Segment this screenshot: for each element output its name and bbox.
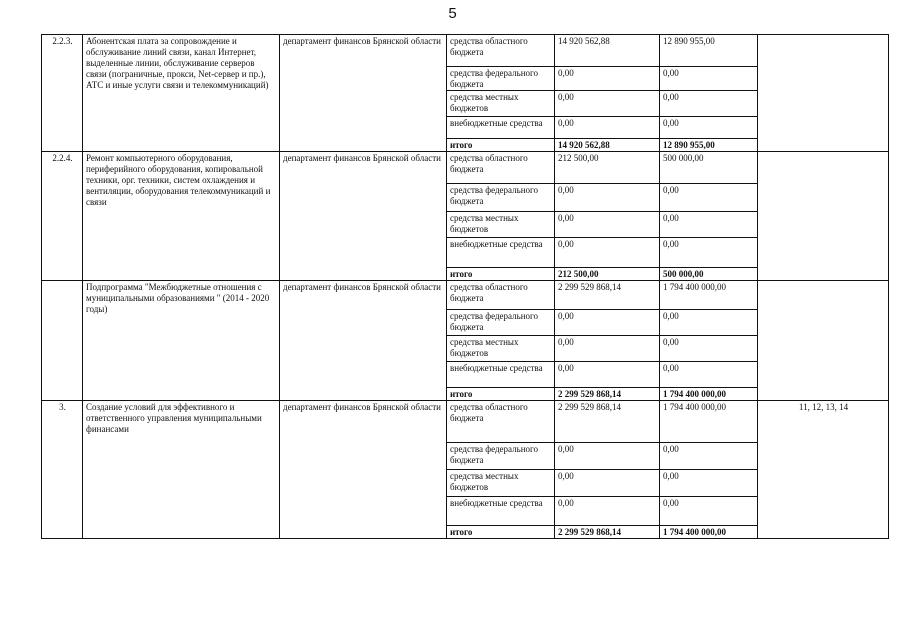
amount-year-2: 0,00 [660, 238, 758, 268]
amount-year-2: 0,00 [660, 470, 758, 497]
indicator-numbers: 11, 12, 13, 14 [758, 401, 889, 539]
indicator-numbers [758, 281, 889, 401]
funding-source: внебюджетные средства [447, 238, 555, 268]
amount-year-1: 0,00 [555, 117, 660, 139]
funding-source: средства федерального бюджета [447, 184, 555, 212]
amount-year-2: 1 794 400 000,00 [660, 526, 758, 539]
amount-year-1: 14 920 562,88 [555, 139, 660, 152]
item-name: Ремонт компьютерного оборудования, периферийного оборудования, копировальной техники, орг. техники, систем охлаждения и вентиляции, оборудования телекоммуникаций и связи [83, 152, 280, 281]
executor: департамент финансов Брянской области [280, 35, 447, 152]
amount-year-2: 12 890 955,00 [660, 35, 758, 67]
item-number: 2.2.4. [42, 152, 83, 281]
item-number: 2.2.3. [42, 35, 83, 152]
page-number: 5 [448, 5, 457, 22]
funding-source: средства местных бюджетов [447, 470, 555, 497]
amount-year-2: 0,00 [660, 443, 758, 470]
executor: департамент финансов Брянской области [280, 152, 447, 281]
amount-year-2: 1 794 400 000,00 [660, 401, 758, 443]
funding-source: средства областного бюджета [447, 281, 555, 310]
funding-source: средства местных бюджетов [447, 91, 555, 117]
amount-year-2: 12 890 955,00 [660, 139, 758, 152]
amount-year-2: 500 000,00 [660, 268, 758, 281]
amount-year-1: 0,00 [555, 212, 660, 238]
amount-year-1: 0,00 [555, 336, 660, 362]
amount-year-1: 2 299 529 868,14 [555, 526, 660, 539]
source-row [42, 401, 889, 443]
item-name: Подпрограмма "Межбюджетные отношения с муниципальными образованиями " (2014 - 2020 годы) [83, 281, 280, 401]
funding-source: средства областного бюджета [447, 401, 555, 443]
amount-year-1: 212 500,00 [555, 268, 660, 281]
amount-year-2: 0,00 [660, 184, 758, 212]
amount-year-2: 0,00 [660, 117, 758, 139]
amount-year-1: 0,00 [555, 91, 660, 117]
funding-source: средства федерального бюджета [447, 67, 555, 91]
funding-source: итого [447, 388, 555, 401]
funding-source: средства областного бюджета [447, 35, 555, 67]
amount-year-1: 14 920 562,88 [555, 35, 660, 67]
funding-source: итого [447, 268, 555, 281]
indicator-numbers [758, 152, 889, 281]
amount-year-1: 0,00 [555, 238, 660, 268]
program-table [41, 34, 889, 539]
amount-year-2: 1 794 400 000,00 [660, 388, 758, 401]
item-name: Абонентская плата за сопровождение и обслуживание линий связи, канал Интернет, выделенные линии, обслуживание серверов связи (пограничные, прокси, Net-сервер и пр.), АТС и иные услуги связи и телекоммуникаций) [83, 35, 280, 152]
amount-year-1: 2 299 529 868,14 [555, 401, 660, 443]
funding-source: итого [447, 139, 555, 152]
amount-year-2: 500 000,00 [660, 152, 758, 184]
funding-source: внебюджетные средства [447, 497, 555, 526]
amount-year-1: 2 299 529 868,14 [555, 281, 660, 310]
amount-year-1: 212 500,00 [555, 152, 660, 184]
table-body [42, 35, 889, 539]
item-number: 3. [42, 401, 83, 539]
amount-year-2: 0,00 [660, 67, 758, 91]
funding-source: средства местных бюджетов [447, 336, 555, 362]
amount-year-2: 0,00 [660, 91, 758, 117]
amount-year-1: 0,00 [555, 497, 660, 526]
amount-year-2: 0,00 [660, 212, 758, 238]
amount-year-2: 0,00 [660, 310, 758, 336]
funding-source: средства федерального бюджета [447, 310, 555, 336]
amount-year-1: 2 299 529 868,14 [555, 388, 660, 401]
amount-year-2: 0,00 [660, 497, 758, 526]
funding-source: итого [447, 526, 555, 539]
source-row [42, 35, 889, 67]
indicator-numbers [758, 35, 889, 152]
executor: департамент финансов Брянской области [280, 401, 447, 539]
source-row [42, 281, 889, 310]
funding-source: внебюджетные средства [447, 117, 555, 139]
source-row [42, 152, 889, 184]
funding-source: средства федерального бюджета [447, 443, 555, 470]
executor: департамент финансов Брянской области [280, 281, 447, 401]
amount-year-1: 0,00 [555, 310, 660, 336]
amount-year-1: 0,00 [555, 443, 660, 470]
amount-year-1: 0,00 [555, 470, 660, 497]
funding-source: средства местных бюджетов [447, 212, 555, 238]
funding-source: средства областного бюджета [447, 152, 555, 184]
amount-year-1: 0,00 [555, 362, 660, 388]
funding-source: внебюджетные средства [447, 362, 555, 388]
amount-year-2: 0,00 [660, 362, 758, 388]
amount-year-1: 0,00 [555, 184, 660, 212]
item-name: Создание условий для эффективного и ответственного управления муниципальными финансами [83, 401, 280, 539]
amount-year-1: 0,00 [555, 67, 660, 91]
amount-year-2: 1 794 400 000,00 [660, 281, 758, 310]
amount-year-2: 0,00 [660, 336, 758, 362]
item-number [42, 281, 83, 401]
